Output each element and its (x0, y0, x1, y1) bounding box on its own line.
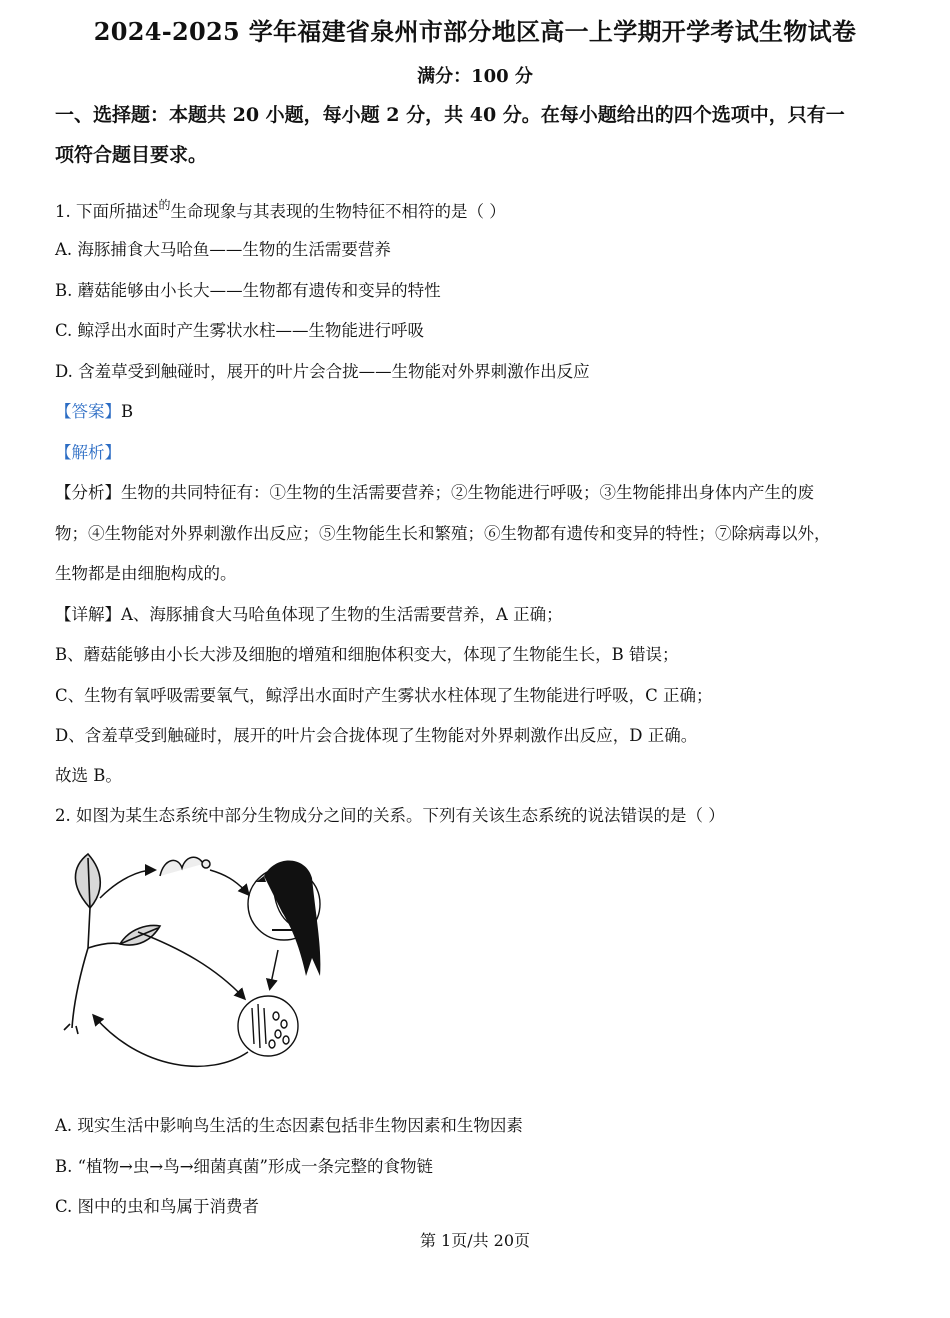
answer-value: B (121, 402, 134, 421)
q1-detail-line: B、蘑菇能够由小长大涉及细胞的增殖和细胞体积变大，体现了生物能生长，B 错误； (55, 645, 679, 664)
section-heading-line1: 一、选择题：本题共 20 小题，每小题 2 分，共 40 分。在每小题给出的四个选项中，只有一 (55, 104, 845, 126)
stem-superscript: 的 (158, 198, 171, 212)
q1-option-a: A. 海豚捕食大马哈鱼——生物的生活需要营养 (55, 240, 391, 259)
q1-analysis-line: 物；④生物能对外界刺激作出反应；⑤生物能生长和繁殖；⑥生物都有遗传和变异的特性；⑦除病毒以外， (55, 524, 831, 543)
q1-option-b: B. 蘑菇能够由小长大——生物都有遗传和变异的特性 (55, 281, 441, 300)
q1-detail-line: 【详解】A、海豚捕食大马哈鱼体现了生物的生活需要营养，A 正确； (55, 605, 563, 624)
section-heading-line2: 项符合题目要求。 (55, 144, 208, 166)
ecosystem-diagram (60, 848, 330, 1088)
question-2-stem: 2. 如图为某生态系统中部分生物成分之间的关系。下列有关该生态系统的说法错误的是（ ） (55, 806, 725, 825)
arrow-plant-to-decomposer (138, 932, 244, 998)
arrow-decomposer-to-plant (94, 1016, 248, 1066)
q1-analysis-line: 【分析】生物的共同特征有：①生物的生活需要营养；②生物能进行呼吸；③生物能排出身体内产生的废 (55, 483, 814, 502)
bacteria-fungi-icon (238, 996, 298, 1056)
q2-option-c: C. 图中的虫和鸟属于消费者 (55, 1197, 260, 1216)
page-footer: 第 1页/共 20页 (419, 1231, 531, 1250)
arrow-insect-to-bird (210, 870, 248, 894)
q1-answer (55, 400, 133, 424)
q1-detail-line: D、含羞草受到触碰时，展开的叶片会合拢体现了生物能对外界刺激作出反应，D 正确。 (55, 726, 698, 745)
analysis-tag: 【解析】 (55, 443, 121, 462)
caterpillar-icon (160, 857, 210, 876)
q1-detail-line: C、生物有氧呼吸需要氧气，鲸浮出水面时产生雾状水柱体现了生物能进行呼吸，C 正确； (55, 686, 713, 705)
question-1-stem: 1. 下面所描述$^的$生命现象与其表现的生物特征不相符的是（ ） (55, 198, 506, 221)
q2-option-a: A. 现实生活中影响鸟生活的生态因素包括非生物因素和生物因素 (55, 1116, 523, 1135)
q1-conclusion: 故选 B。 (55, 766, 122, 785)
arrow-plant-to-insect (100, 870, 154, 898)
q1-option-d: D. 含羞草受到触碰时，展开的叶片会合拢——生物能对外界刺激作出反应 (55, 362, 590, 381)
bird-icon (248, 860, 320, 976)
arrow-bird-to-decomposer (270, 950, 278, 988)
q2-option-b: B. “植物→虫→鸟→细菌真菌”形成一条完整的食物链 (55, 1157, 433, 1176)
answer-tag: 【答案】 (55, 402, 121, 421)
plant-icon (64, 854, 160, 1034)
page-title: 2024-2025 学年福建省泉州市部分地区高一上学期开学考试生物试卷 (93, 17, 857, 46)
full-score: 满分：100 分 (417, 66, 533, 87)
q1-analysis-line: 生物都是由细胞构成的。 (55, 564, 237, 583)
q1-option-c: C. 鲸浮出水面时产生雾状水柱——生物能进行呼吸 (55, 321, 425, 340)
